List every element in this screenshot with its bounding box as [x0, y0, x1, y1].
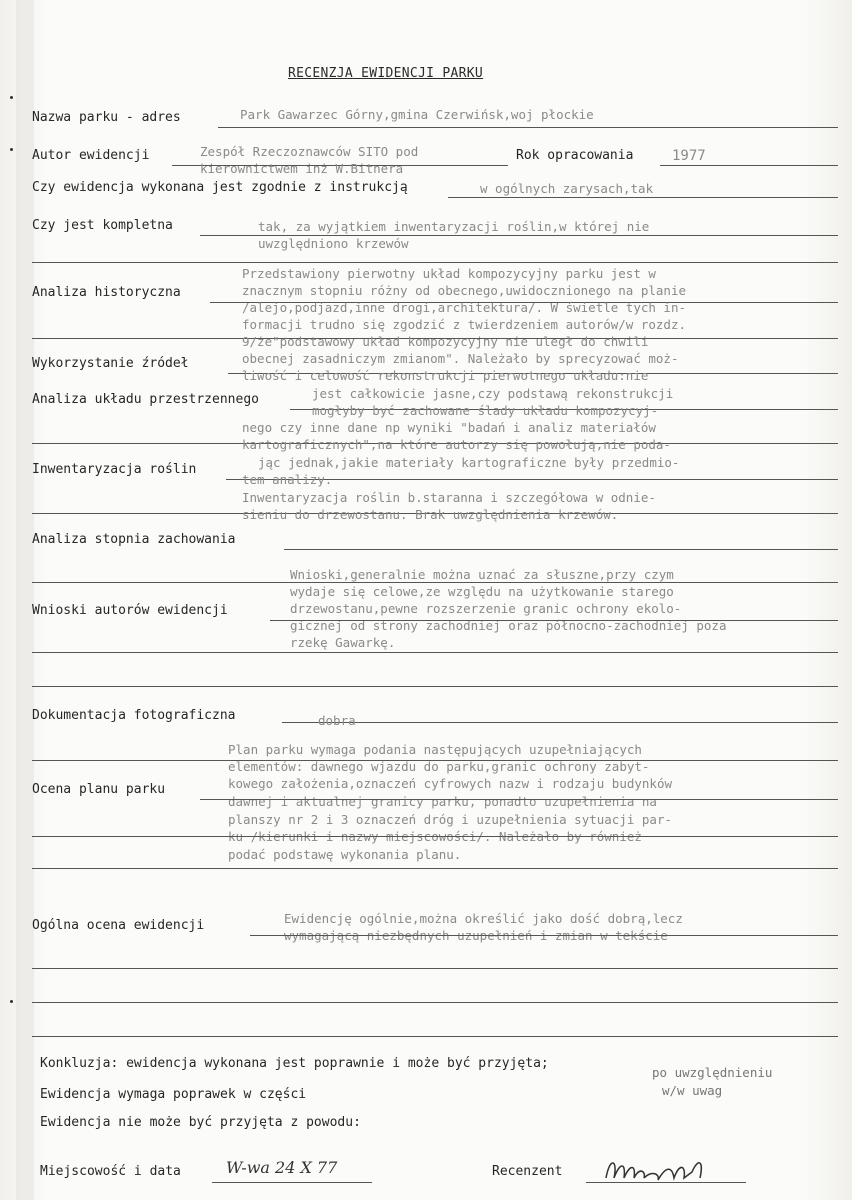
value-instrukcja: w ogólnych zarysach,tak [480, 181, 654, 196]
value-rok: 1977 [672, 148, 706, 164]
rule [284, 549, 838, 550]
label-zrodla: Wykorzystanie źródeł [32, 356, 189, 371]
analysis-line: jąc jednak,jakie materiały kartograficzne były przedmio- [258, 455, 680, 470]
inwentaryzacja-line: Inwentaryzacja roślin b.staranna i szczegółowa w odnie- [242, 490, 656, 505]
analysis-line: znacznym stopniu różny od obecnego,uwidocznionego na planie [242, 283, 687, 298]
page-title: RECENZJA EWIDENCJI PARKU [288, 66, 484, 81]
label-recenzent: Recenzent [492, 1164, 563, 1179]
wnioski-line: Wnioski,generalnie można uznać za słuszne,przy czym [290, 567, 674, 582]
label-historyczna: Analiza historyczna [32, 285, 181, 300]
label-uklad: Analiza układu przestrzennego [32, 392, 259, 407]
ogolna-line: Ewidencję ogólnie,można określić jako dość dobrą,lecz [284, 911, 683, 926]
rule [282, 722, 838, 723]
wnioski-line: drzewostanu,pewne rozszerzenie granic ochrony ekolo- [290, 601, 682, 616]
rule [200, 799, 838, 800]
value-nazwa: Park Gawarzec Górny,gmina Czerwińsk,woj płockie [240, 107, 594, 122]
konkluzja-annotation-1: po uwzględnieniu [652, 1065, 773, 1080]
rule [448, 197, 838, 198]
analysis-line: liwość i celowość rekonstrukcji pierwotnego układu:nie [242, 368, 649, 383]
konkluzja-line-3: Ewidencja nie może być przyjęta z powodu: [40, 1115, 361, 1130]
konkluzja-line-1: Konkluzja: ewidencja wykonana jest poprawnie i może być przyjęta; [40, 1056, 549, 1071]
signature [600, 1152, 720, 1188]
value-autor-1: Zespół Rzeczoznawców SITO pod [200, 144, 419, 159]
rule [660, 165, 838, 166]
value-kompletna-2: uwzględniono krzewów [258, 236, 409, 251]
analysis-line: tem analizy. [242, 472, 333, 487]
rule [250, 935, 838, 936]
rule [32, 968, 838, 969]
label-dokumentacja: Dokumentacja fotograficzna [32, 708, 236, 723]
analysis-line: /alejo,podjazd,inne drogi,architektura/. W świetle tych in- [242, 300, 687, 315]
analysis-line: formacji trudno się zgodzić z twierdzeniem autorów/w rozdz. [242, 317, 687, 332]
value-dokumentacja: dobra [318, 713, 356, 728]
rule [212, 1182, 372, 1183]
konkluzja-line-2: Ewidencja wymaga poprawek w części [40, 1087, 307, 1102]
plan-line: kowego założenia,oznaczeń cyfrowych nazw i rodzaju budynków [228, 776, 673, 791]
rule [32, 652, 838, 653]
label-wnioski: Wnioski autorów ewidencji [32, 603, 228, 618]
rule [32, 836, 838, 837]
plan-line: planszy nr 2 i 3 oznaczeń dróg i uzupełnienia sytuacji par- [228, 812, 673, 827]
label-ogolna: Ogólna ocena ewidencji [32, 918, 205, 933]
plan-line: dawnej i aktualnej granicy parku, ponadto uzupełnienia na [228, 794, 657, 809]
plan-line: ku /kierunki i nazwy miejscowości/. Należało by również [228, 829, 642, 844]
handwritten-date: W-wa 24 X 77 [226, 1158, 338, 1177]
analysis-line: jest całkowicie jasne,czy podstawą rekonstrukcji [312, 386, 674, 401]
rule [270, 620, 838, 621]
plan-line: elementów: dawnego wjazdu do parku,granic ochrony zabyt- [228, 759, 650, 774]
wnioski-line: gicznej od strony zachodniej oraz północno-zachodniej poza [290, 618, 727, 633]
rule [32, 868, 838, 869]
label-kompletna: Czy jest kompletna [32, 218, 173, 233]
konkluzja-annotation-2: w/w uwag [662, 1083, 723, 1098]
label-nazwa: Nazwa parku - adres [32, 110, 181, 125]
analysis-line: 9/że"podstawowy układ kompozycyjny nie uległ do chwili [242, 334, 649, 349]
inwentaryzacja-line: sieniu do drzewostanu. Brak uwzględnienia krzewów. [242, 507, 619, 522]
label-miejscowosc: Miejscowość i data [40, 1164, 181, 1179]
label-inwentaryzacja: Inwentaryzacja roślin [32, 462, 197, 477]
label-rok: Rok opracowania [516, 148, 634, 163]
rule [32, 1036, 838, 1037]
analysis-line: nego czy inne dane np wyniki "badań i analiz materiałów [242, 420, 656, 435]
value-autor-2: kierownictwem inż W.Bitnera [200, 161, 404, 176]
value-kompletna-1: tak, za wyjątkiem inwentaryzacji roślin,w której nie [258, 219, 650, 234]
margin-mark [10, 1000, 13, 1003]
label-instrukcja: Czy ewidencja wykonana jest zgodnie z instrukcją [32, 180, 408, 195]
plan-line: Plan parku wymaga podania następujących uzupełniających [228, 742, 642, 757]
analysis-line: obecnej zasadniczym zmianom". Należało by sprecyzować moż- [242, 351, 679, 366]
margin-mark [10, 148, 13, 151]
analysis-line: mogłyby być zachowane ślady układu kompozycyj- [312, 403, 659, 418]
rule [32, 262, 838, 263]
wnioski-line: rzekę Gawarkę. [290, 635, 396, 650]
ogolna-line: wymagającą niezbędnych uzupełnień i zmian w tekście [284, 928, 668, 943]
rule [32, 686, 838, 687]
wnioski-line: wydaje się celowe,ze względu na użytkowanie starego [290, 584, 674, 599]
rule [32, 1002, 838, 1003]
analysis-line: Przedstawiony pierwotny układ kompozycyjny parku jest w [242, 266, 656, 281]
label-zachowanie: Analiza stopnia zachowania [32, 532, 236, 547]
margin-mark [10, 96, 13, 99]
plan-line: podać podstawę wykonania planu. [228, 847, 462, 862]
analysis-line: kartograficznych",na które autorzy się powołują,nie poda- [242, 437, 671, 452]
label-autor: Autor ewidencji [32, 148, 150, 163]
rule [218, 127, 838, 128]
label-plan: Ocena planu parku [32, 782, 166, 797]
